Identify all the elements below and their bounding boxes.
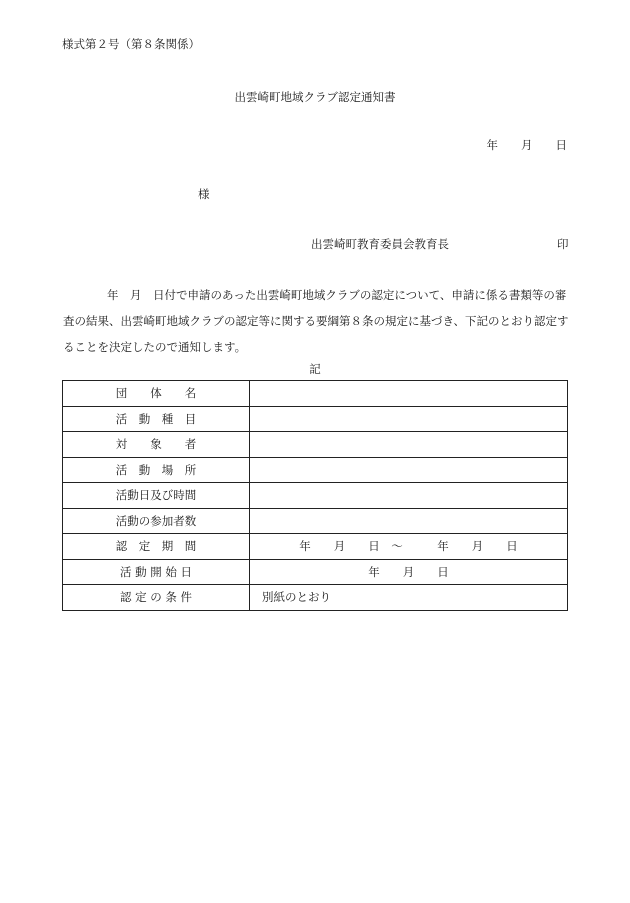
table-row: [63, 559, 568, 585]
row-value: [250, 483, 568, 509]
row-label: 団 体 名: [63, 381, 250, 407]
row-label: 活 動 開 始 日: [63, 559, 250, 585]
addressee-honorific: 様: [198, 187, 210, 201]
row-value: 別紙のとおり: [250, 585, 568, 611]
table-row: [63, 381, 568, 407]
row-label: 対 象 者: [63, 432, 250, 458]
row-label: 認 定 期 間: [63, 534, 250, 560]
row-value: [250, 432, 568, 458]
row-label: 認 定 の 条 件: [63, 585, 250, 611]
table-row: [63, 508, 568, 534]
row-value: [250, 381, 568, 407]
row-value: 年 月 日 ～ 年 月 日: [250, 534, 568, 560]
row-label: 活動日及び時間: [63, 483, 250, 509]
notification-body: [63, 282, 569, 360]
document-title: 出雲崎町地域クラブ認定通知書: [234, 90, 396, 104]
row-value: [250, 457, 568, 483]
issuer-name: 出雲崎町教育委員会教育長: [311, 237, 449, 251]
table-row: [63, 585, 568, 611]
row-label: 活 動 場 所: [63, 457, 250, 483]
row-value: [250, 406, 568, 432]
seal-mark: 印: [557, 237, 569, 251]
row-label: 活動の参加者数: [63, 508, 250, 534]
row-value: [250, 508, 568, 534]
table-row: [63, 457, 568, 483]
table-row: [63, 406, 568, 432]
ki-heading: 記: [309, 362, 321, 376]
table-row: [63, 432, 568, 458]
table-row: [63, 483, 568, 509]
table-row: [63, 534, 568, 560]
row-value: 年 月 日: [250, 559, 568, 585]
issue-date-line: 年 月 日: [486, 138, 567, 152]
form-number-label: 様式第２号（第８条関係）: [62, 37, 200, 51]
row-label: 活 動 種 目: [63, 406, 250, 432]
notification-body-text: 年 月 日付で申請のあった出雲崎町地域クラブの認定について、申請に係る書類等の審査の結果、出雲崎町地域クラブの認定等に関する要綱第８条の規定に基づき、下記のとおり認定することを決定したので通知します。: [63, 288, 569, 354]
details-table: [62, 380, 568, 611]
